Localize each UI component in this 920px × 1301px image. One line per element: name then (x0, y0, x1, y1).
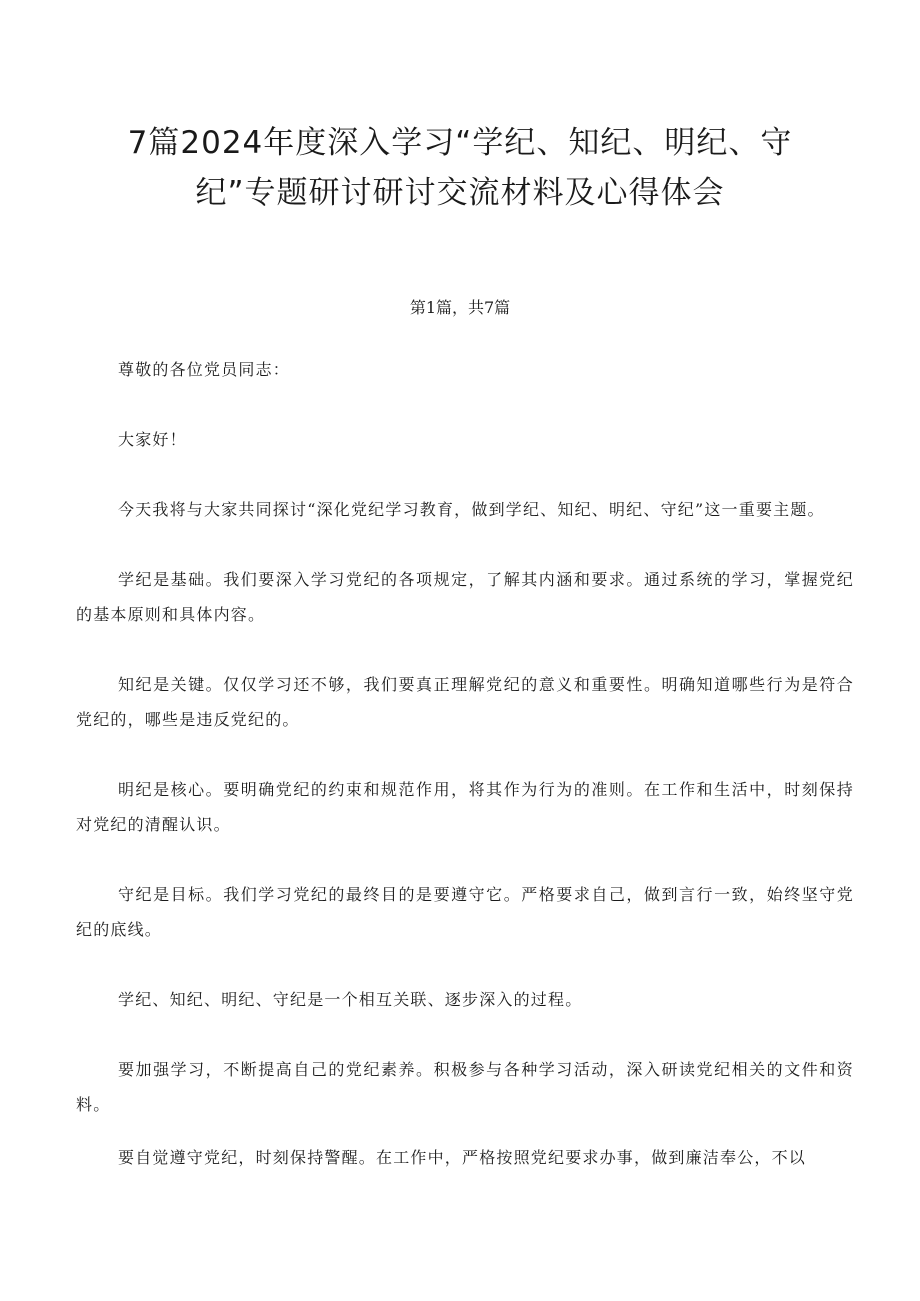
body-paragraph: 要自觉遵守党纪，时刻保持警醒。在工作中，严格按照党纪要求办事，做到廉洁奉公，不以 (118, 1148, 807, 1167)
salutation: 尊敬的各位党员同志： (118, 360, 291, 379)
body-paragraph: 要加强学习，不断提高自己的党纪素养。积极参与各种学习活动，深入研读党纪相关的文件和资料。 (76, 1060, 854, 1114)
document-title (100, 118, 820, 218)
body-paragraph: 明纪是核心。要明确党纪的约束和规范作用，将其作为行为的准则。在工作和生活中，时刻保持对党纪的清醒认识。 (76, 780, 854, 834)
title-line-2: 纪”专题研讨研讨交流材料及心得体会 (195, 175, 725, 211)
body-paragraph: 学纪、知纪、明纪、守纪是一个相互关联、逐步深入的过程。 (118, 990, 583, 1009)
body-paragraph: 学纪是基础。我们要深入学习党纪的各项规定，了解其内涵和要求。通过系统的学习，掌握党纪的基本原则和具体内容。 (76, 570, 854, 624)
greeting: 大家好！ (118, 430, 187, 449)
body-paragraph: 今天我将与大家共同探讨“深化党纪学习教育，做到学纪、知纪、明纪、守纪”这一重要主题。 (118, 500, 825, 519)
article-counter: 第1篇，共7篇 (409, 298, 511, 317)
body-paragraph: 守纪是目标。我们学习党纪的最终目的是要遵守它。严格要求自己，做到言行一致，始终坚守党纪的底线。 (76, 885, 854, 939)
body-paragraph: 知纪是关键。仅仅学习还不够，我们要真正理解党纪的意义和重要性。明确知道哪些行为是符合党纪的，哪些是违反党纪的。 (76, 675, 854, 729)
title-line-1: 7篇2024年度深入学习“学纪、知纪、明纪、守 (127, 125, 793, 161)
document-body (76, 352, 854, 1210)
